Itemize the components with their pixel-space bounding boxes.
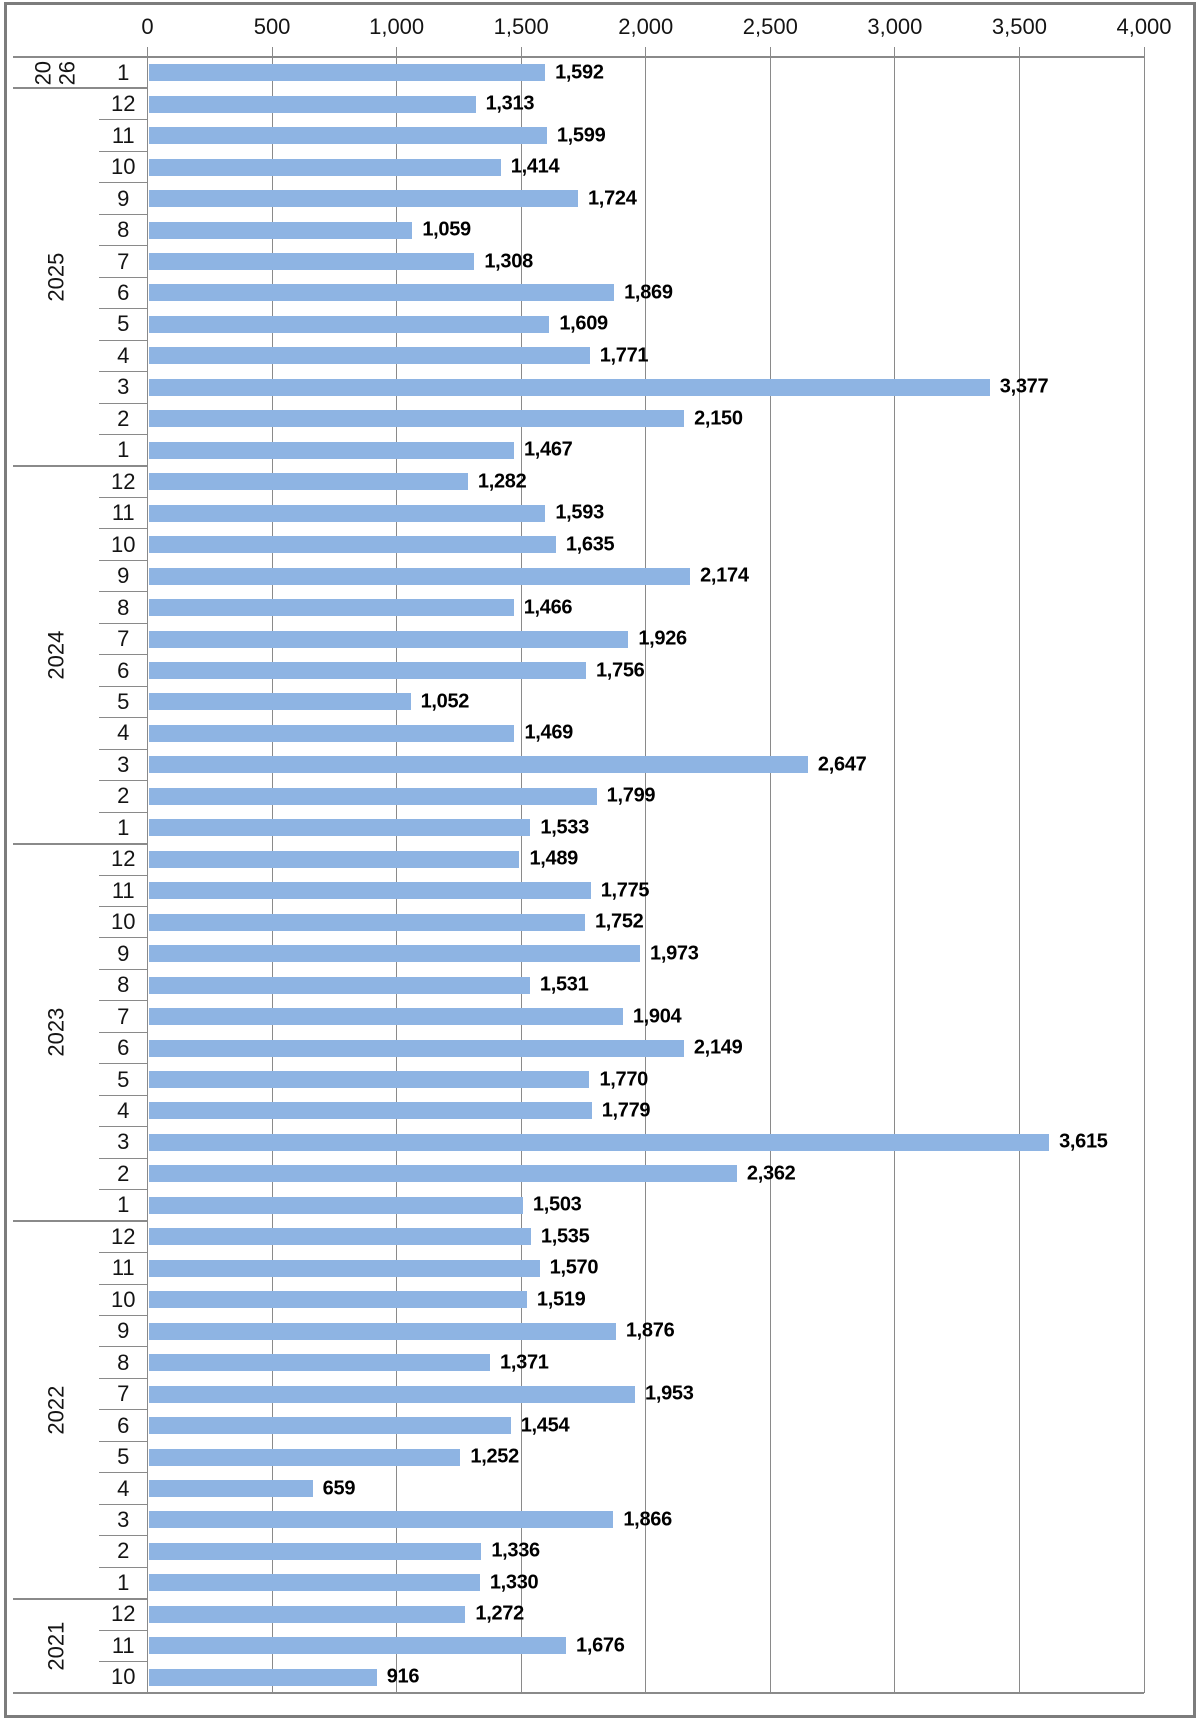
bar-value-label: 1,593	[555, 501, 604, 524]
month-separator	[99, 1472, 148, 1473]
month-separator	[99, 591, 148, 592]
bar	[149, 882, 591, 899]
bar	[149, 1291, 527, 1308]
bar	[149, 505, 546, 522]
bar-value-label: 1,282	[477, 470, 527, 493]
month-label: 8	[117, 594, 130, 620]
value-gridline	[1144, 57, 1145, 1693]
bar-value-label: 1,676	[576, 1634, 625, 1657]
month-separator	[99, 1284, 148, 1285]
month-separator	[99, 875, 148, 876]
value-gridline	[521, 57, 522, 1693]
month-label: 5	[117, 311, 130, 337]
bar	[149, 1417, 511, 1434]
month-label: 6	[117, 279, 130, 305]
bar	[149, 788, 597, 805]
month-separator	[99, 812, 148, 813]
month-label: 1	[117, 1569, 130, 1595]
bar-value-label: 1,313	[485, 92, 535, 115]
month-separator	[99, 1315, 148, 1316]
bar-value-label: 1,503	[532, 1193, 582, 1216]
month-label: 4	[117, 342, 130, 368]
bar	[149, 1543, 482, 1560]
month-separator	[99, 403, 148, 404]
month-label: 10	[111, 1286, 136, 1312]
bar	[149, 1102, 592, 1119]
bar-value-label: 1,771	[599, 344, 649, 367]
month-separator	[99, 1441, 148, 1442]
year-cell	[13, 88, 99, 466]
bar	[149, 945, 641, 962]
month-label: 12	[111, 468, 136, 494]
bar	[149, 1040, 684, 1057]
bar	[149, 914, 585, 931]
bar	[149, 977, 530, 994]
bar-value-label: 3,615	[1059, 1130, 1108, 1153]
month-separator	[99, 1409, 148, 1410]
month-separator	[99, 1504, 148, 1505]
month-separator	[99, 245, 148, 246]
bar	[149, 222, 413, 239]
bar	[149, 1197, 523, 1214]
month-label: 9	[117, 185, 130, 211]
bar	[149, 536, 556, 553]
bar	[149, 64, 546, 81]
month-label: 8	[117, 217, 130, 243]
month-label: 8	[117, 1349, 130, 1375]
month-separator	[99, 1535, 148, 1536]
month-label: 2	[117, 405, 130, 431]
bar	[149, 1071, 590, 1088]
month-separator	[99, 749, 148, 750]
month-separator	[99, 1032, 148, 1033]
month-separator	[99, 969, 148, 970]
axis-tick-label: 4,000	[1116, 14, 1172, 39]
bar	[149, 1511, 614, 1528]
month-label: 12	[111, 1223, 136, 1249]
month-separator	[99, 151, 148, 152]
month-separator	[99, 214, 148, 215]
bar	[149, 631, 629, 648]
month-separator	[99, 937, 148, 938]
month-label: 11	[111, 877, 135, 903]
bar	[149, 1260, 540, 1277]
month-label: 6	[117, 1412, 130, 1438]
bar-value-label: 1,609	[559, 312, 608, 335]
year-label: 2023	[42, 1007, 68, 1057]
bar	[149, 599, 514, 616]
month-separator	[99, 277, 148, 278]
bar-value-label: 1,059	[422, 218, 471, 241]
bar-value-label: 1,052	[420, 690, 470, 713]
value-gridline	[894, 57, 895, 1693]
bar-value-label: 3,377	[999, 375, 1049, 398]
bar	[149, 819, 531, 836]
bar-value-label: 1,489	[529, 847, 578, 870]
month-separator	[99, 340, 148, 341]
month-separator	[99, 1630, 148, 1631]
bar-value-label: 1,779	[601, 1099, 651, 1122]
bar-value-label: 1,775	[600, 879, 650, 902]
month-label: 12	[111, 1601, 136, 1627]
axis-tick-label: 3,000	[867, 14, 923, 39]
year-cell	[13, 1599, 99, 1693]
month-label: 3	[117, 751, 130, 777]
bar-value-label: 1,466	[523, 596, 573, 619]
plot-top-border	[13, 56, 1144, 58]
month-separator	[99, 1346, 148, 1347]
bar	[149, 1637, 567, 1654]
month-separator	[99, 1252, 148, 1253]
bar-value-label: 1,272	[475, 1602, 524, 1625]
bar-value-label: 2,149	[693, 1036, 743, 1059]
month-label: 5	[117, 688, 130, 714]
bar	[149, 662, 586, 679]
bar-value-label: 1,973	[650, 942, 699, 965]
bar-value-label: 1,371	[500, 1351, 549, 1374]
bar-value-label: 659	[322, 1477, 356, 1499]
bar	[149, 1228, 531, 1245]
month-separator	[99, 1063, 148, 1064]
month-separator	[99, 1158, 148, 1159]
month-label: 5	[117, 1066, 130, 1092]
bar	[149, 1574, 480, 1591]
month-label: 3	[117, 374, 130, 400]
month-label: 12	[111, 91, 136, 117]
month-separator	[99, 906, 148, 907]
month-separator	[99, 528, 148, 529]
bar	[149, 1606, 466, 1623]
bar-value-label: 1,535	[540, 1225, 590, 1248]
year-label: 2024	[42, 630, 68, 680]
bar-value-label: 1,756	[595, 659, 645, 681]
month-label: 3	[117, 1506, 130, 1532]
bar	[149, 1669, 377, 1686]
bar-value-label: 1,876	[625, 1319, 675, 1342]
month-label: 11	[111, 500, 135, 526]
axis-tick-label: 1,500	[493, 14, 549, 39]
bar-value-label: 1,866	[623, 1508, 672, 1531]
bar	[149, 127, 547, 144]
axis-tick-label: 1,000	[369, 14, 425, 39]
value-gridline	[770, 57, 771, 1693]
month-separator	[99, 1126, 148, 1127]
bar	[149, 284, 615, 301]
bar-value-label: 2,647	[817, 753, 867, 776]
bar	[149, 1134, 1050, 1151]
month-separator	[99, 1000, 148, 1001]
month-label: 7	[117, 1003, 130, 1029]
month-label: 2	[117, 1160, 130, 1186]
bar-value-label: 1,752	[594, 910, 644, 933]
month-label: 2	[117, 1538, 130, 1564]
month-separator	[99, 371, 148, 372]
month-label: 7	[117, 248, 130, 274]
month-label: 3	[117, 1129, 130, 1155]
month-label: 1	[117, 814, 130, 840]
month-label: 9	[117, 1318, 130, 1344]
bar	[149, 473, 468, 490]
bar-value-label: 1,414	[510, 155, 560, 178]
bar	[149, 253, 475, 270]
month-label: 1	[117, 437, 130, 463]
bar	[149, 1165, 737, 1182]
month-label: 10	[111, 531, 136, 557]
month-separator	[99, 182, 148, 183]
year-cell	[13, 466, 99, 844]
bar	[149, 1354, 491, 1371]
bar	[149, 1008, 623, 1025]
bar	[149, 1449, 461, 1466]
bar	[149, 316, 550, 333]
bar-value-label: 1,599	[556, 124, 606, 147]
bar-value-label: 1,869	[624, 281, 673, 304]
year-cell	[13, 844, 99, 1222]
axis-tick-label: 2,500	[742, 14, 798, 39]
axis-tick-label: 2,000	[618, 14, 674, 39]
month-label: 4	[117, 1097, 130, 1123]
month-separator	[99, 686, 148, 687]
bar-value-label: 1,467	[523, 438, 573, 461]
bar-value-label: 2,362	[746, 1162, 796, 1185]
bar	[149, 379, 990, 396]
year-label: 2021	[42, 1621, 68, 1671]
bar-value-label: 1,519	[536, 1288, 586, 1311]
bar	[149, 851, 520, 868]
bar-value-label: 1,770	[599, 1068, 648, 1090]
year-cell	[13, 57, 99, 88]
bar	[149, 442, 514, 459]
month-separator	[99, 654, 148, 655]
month-label: 6	[117, 1035, 130, 1061]
bar	[149, 1323, 616, 1340]
month-separator	[99, 560, 148, 561]
axis-tick-label: 0	[141, 14, 154, 39]
bar	[149, 756, 808, 773]
axis-tick-label: 500	[253, 14, 291, 39]
bar-value-label: 1,336	[491, 1539, 540, 1562]
month-label: 12	[111, 846, 136, 872]
bar	[149, 1480, 313, 1497]
month-label: 10	[111, 909, 136, 935]
bar-value-label: 1,592	[555, 61, 604, 84]
month-label: 6	[117, 657, 130, 683]
bar	[149, 725, 515, 742]
month-label: 2	[117, 783, 130, 809]
bar	[149, 1386, 636, 1403]
bar-value-label: 1,252	[470, 1445, 519, 1468]
month-label: 8	[117, 972, 130, 998]
month-separator	[99, 497, 148, 498]
month-separator	[99, 1189, 148, 1190]
bar-value-label: 1,533	[540, 816, 589, 839]
bar-value-label: 1,308	[484, 250, 533, 272]
month-label: 11	[111, 1632, 135, 1658]
month-label: 1	[117, 1192, 130, 1218]
month-separator	[99, 308, 148, 309]
bar-value-label: 1,904	[632, 1005, 682, 1028]
month-label: 10	[111, 154, 136, 180]
month-label: 11	[111, 122, 135, 148]
bar-value-label: 2,150	[694, 407, 743, 430]
plot-bottom-border	[13, 1692, 1144, 1694]
month-label: 4	[117, 1475, 130, 1501]
year-cell	[13, 1221, 99, 1599]
bar-value-label: 1,454	[520, 1414, 570, 1437]
month-separator	[99, 1567, 148, 1568]
bar-value-label: 916	[386, 1665, 420, 1688]
bar-value-label: 1,926	[638, 627, 687, 650]
month-separator	[99, 1378, 148, 1379]
bar	[149, 410, 685, 427]
month-label: 9	[117, 563, 130, 589]
value-gridline	[1019, 57, 1020, 1693]
month-separator	[99, 623, 148, 624]
bar-value-label: 1,724	[587, 187, 637, 210]
year-label: 2026	[30, 60, 80, 85]
bar	[149, 568, 691, 585]
month-label: 9	[117, 940, 130, 966]
month-separator	[99, 1095, 148, 1096]
month-separator	[99, 780, 148, 781]
bar-value-label: 1,469	[524, 721, 574, 744]
month-label: 4	[117, 720, 130, 746]
bar-value-label: 1,799	[606, 784, 656, 807]
year-label: 2025	[42, 252, 68, 302]
bar-value-label: 1,330	[489, 1571, 539, 1594]
bar-value-label: 2,174	[700, 564, 749, 587]
bar-value-label: 1,953	[645, 1382, 694, 1405]
month-label: 5	[117, 1444, 130, 1470]
month-label: 10	[111, 1664, 136, 1690]
axis-tick-label: 3,500	[991, 14, 1047, 39]
bar	[149, 96, 476, 113]
year-label: 2022	[42, 1385, 68, 1435]
month-label: 7	[117, 1381, 130, 1407]
bar-value-label: 1,635	[565, 533, 615, 556]
bar	[149, 347, 590, 364]
month-separator	[99, 434, 148, 435]
month-label: 1	[117, 59, 130, 85]
bar	[149, 190, 578, 207]
bar-value-label: 1,531	[539, 973, 589, 996]
month-label: 11	[111, 1255, 135, 1281]
bar-value-label: 1,570	[549, 1256, 599, 1279]
month-label: 7	[117, 626, 130, 652]
month-separator	[99, 119, 148, 120]
month-separator	[99, 717, 148, 718]
bar	[149, 693, 411, 710]
bar	[149, 159, 501, 176]
month-separator	[99, 1661, 148, 1662]
